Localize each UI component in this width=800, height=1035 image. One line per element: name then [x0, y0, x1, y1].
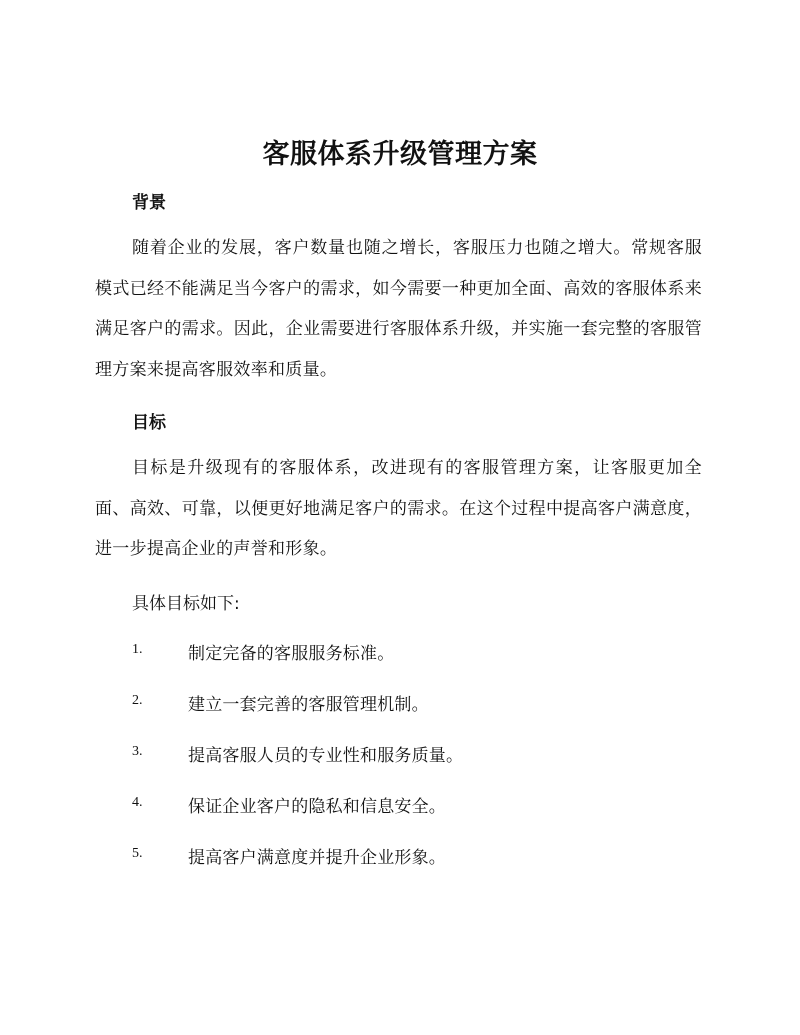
list-item [132, 843, 692, 867]
list-item [132, 741, 692, 765]
list-item-number: 3. [132, 744, 143, 759]
goal-paragraph: 目标是升级现有的客服体系，改进现有的客服管理方案，让客服更加全面、高效、可靠，以便更好地满足客户的需求。在这个过程中提高客户满意度，进一步提高企业的声誉和形象。 [95, 458, 702, 559]
list-item-number: 2. [132, 693, 143, 708]
list-item-text: 提高客服人员的专业性和服务质量。 [188, 746, 464, 766]
list-item-text: 保证企业客户的隐私和信息安全。 [188, 797, 446, 817]
list-item-number: 4. [132, 795, 143, 810]
goal-list-intro: 具体目标如下: [132, 594, 240, 614]
list-item-text: 提高客户满意度并提升企业形象。 [188, 848, 446, 868]
document-title: 客服体系升级管理方案 [262, 139, 538, 170]
background-paragraph: 随着企业的发展，客户数量也随之增长，客服压力也随之增大。常规客服模式已经不能满足当今客户的需求，如今需要一种更加全面、高效的客服体系来满足客户的需求。因此，企业需要进行客服体系升级，并实施一套完整的客服管理方案来提高客服效率和质量。 [95, 238, 702, 380]
list-item-number: 5. [132, 846, 143, 861]
section-heading-goal: 目标 [132, 413, 166, 433]
list-item-text: 建立一套完善的客服管理机制。 [188, 695, 429, 715]
section-heading-background: 背景 [132, 193, 166, 213]
list-item-text: 制定完备的客服服务标准。 [188, 644, 395, 664]
list-item [132, 792, 692, 816]
list-item-number: 1. [132, 642, 143, 657]
list-item [132, 690, 692, 714]
list-item [132, 639, 692, 663]
